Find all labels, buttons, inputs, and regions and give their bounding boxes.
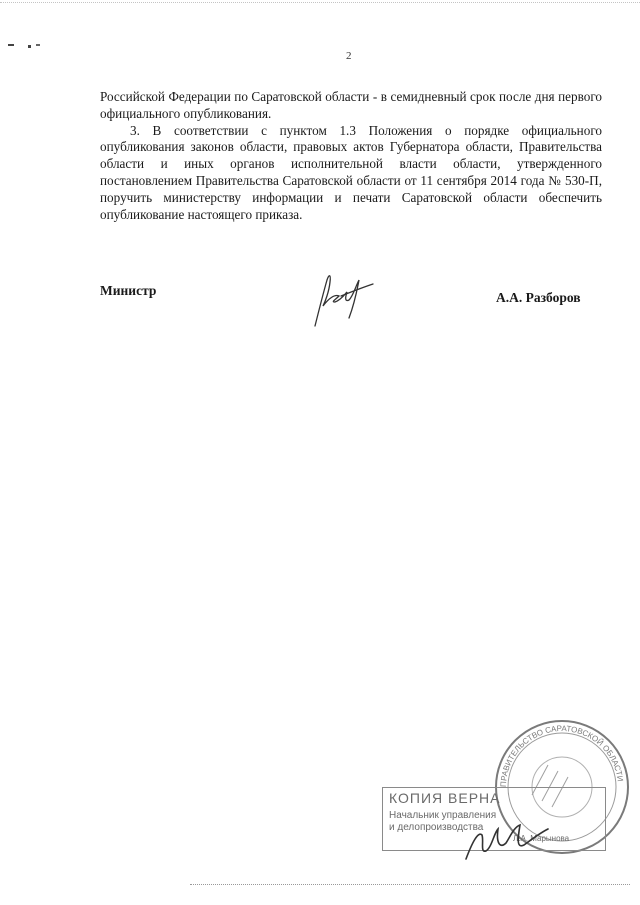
page-number: 2 <box>346 50 352 62</box>
svg-text:ПРАВИТЕЛЬСТВО САРАТОВСКОЙ ОБЛА: ПРАВИТЕЛЬСТВО САРАТОВСКОЙ ОБЛАСТИ <box>498 723 625 788</box>
stamp-line-1: КОПИЯ ВЕРНА <box>389 790 501 806</box>
signatory-title: Министр <box>100 283 157 298</box>
stamp-line-2: Начальник управления <box>389 810 497 821</box>
stamp-line-4: Л.А. Марынова <box>513 834 570 843</box>
scan-speck <box>6 40 46 54</box>
paragraph-3: 3. В соответствии с пунктом 1.3 Положения о порядке официального опубликования законов области, правовых актов Губернатора области, Правительства области и иных органов исполнительной власти области, утвержденного постановлением Правительства Саратовской области от 11 сентября 2014 года № 530-П, поручить министерству информации и печати Саратовской области обеспечить опубликование настоящего приказа. <box>100 122 602 222</box>
stamp-line-3: и делопроизводства <box>389 822 484 833</box>
handwritten-signature <box>305 266 377 336</box>
scan-edge-bottom <box>190 884 630 885</box>
certifier-signature <box>462 809 552 869</box>
paragraph-continuation: Российской Федерации по Саратовской области - в семидневный срок после дня первого официального опубликования. <box>100 89 602 121</box>
scan-edge-top <box>0 2 640 3</box>
signatory-name: А.А. Разборов <box>496 290 581 305</box>
document-body <box>100 89 602 223</box>
